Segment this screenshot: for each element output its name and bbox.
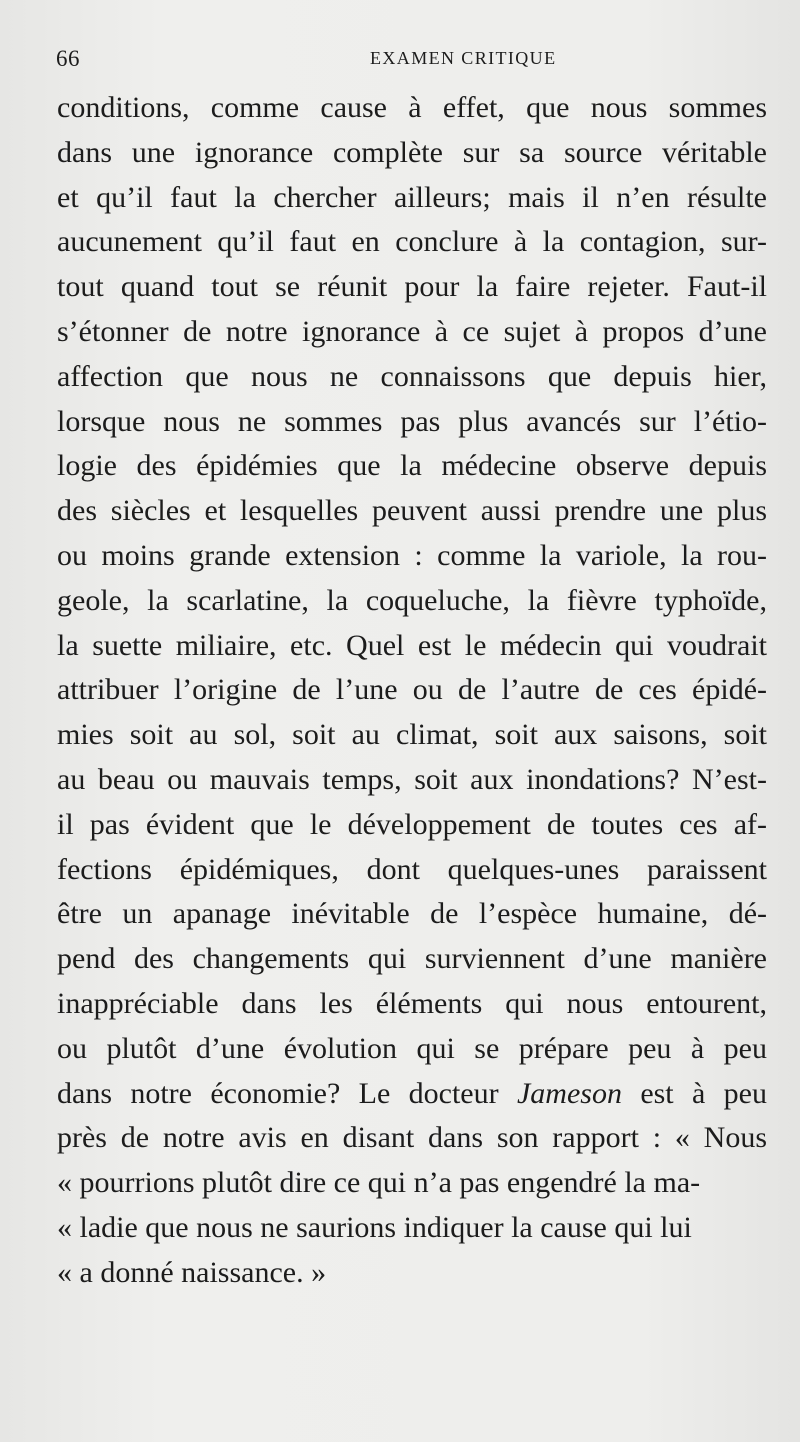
text-segment: dans notre économie? Le docteur — [57, 1076, 499, 1110]
text-line: s’étonner de notre ignorance à ce sujet à propos d’une — [57, 314, 767, 348]
text-line: des siècles et lesquelles peuvent aussi prendre une plus — [57, 494, 767, 528]
text-line: aucunement qu’il faut en conclure à la contagion, sur- — [57, 225, 767, 259]
text-line: ou plutôt d’une évolution qui se prépare peu à peu — [57, 1031, 767, 1065]
text-line: et qu’il faut la chercher ailleurs; mais il n’en résulte — [57, 180, 767, 214]
text-line: attribuer l’origine de l’une ou de l’autre de ces épidé- — [57, 673, 767, 707]
text-segment: est à peu — [640, 1076, 767, 1110]
quote-line: « pourrions plutôt dire ce qui n’a pas engendré la ma- — [57, 1166, 701, 1200]
text-line: mies soit au sol, soit au climat, soit aux saisons, soit — [57, 718, 767, 752]
text-line: affection que nous ne connaissons que depuis hier, — [57, 359, 767, 393]
text-line: inappréciable dans les éléments qui nous entourent, — [57, 986, 767, 1020]
text-line: pend des changements qui surviennent d’une manière — [57, 942, 767, 976]
author-name: Jameson — [516, 1076, 622, 1110]
text-line: lorsque nous ne sommes pas plus avancés sur l’étio- — [57, 404, 767, 438]
text-line: dans une ignorance complète sur sa source véritable — [57, 135, 767, 169]
text-line: geole, la scarlatine, la coqueluche, la fièvre typhoïde, — [57, 583, 767, 617]
running-title: EXAMEN CRITIQUE — [370, 48, 557, 68]
text-line: près de notre avis en disant dans son rapport : « Nous — [57, 1121, 767, 1155]
text-line: ou moins grande extension : comme la variole, la rou- — [57, 538, 767, 572]
text-line: la suette miliaire, etc. Quel est le médecin qui voudrait — [57, 628, 767, 662]
text-line: logie des épidémies que la médecine observe depuis — [57, 449, 767, 483]
text-line: tout quand tout se réunit pour la faire rejeter. Faut-il — [57, 270, 767, 304]
page-header — [56, 46, 744, 78]
text-line: il pas évident que le développement de toutes ces af- — [57, 807, 767, 841]
page-number: 66 — [56, 46, 80, 71]
quote-line: « a donné naissance. » — [57, 1255, 327, 1289]
text-line — [57, 1072, 767, 1117]
body-text — [57, 86, 767, 1296]
text-line: être un apanage inévitable de l’espèce humaine, dé- — [57, 897, 767, 931]
text-line: fections épidémiques, dont quelques-unes paraissent — [57, 852, 767, 886]
text-line: conditions, comme cause à effet, que nous sommes — [57, 91, 767, 124]
text-line: au beau ou mauvais temps, soit aux inondations? N’est- — [57, 762, 767, 796]
quote-line: « ladie que nous ne saurions indiquer la cause qui lui — [57, 1210, 692, 1244]
